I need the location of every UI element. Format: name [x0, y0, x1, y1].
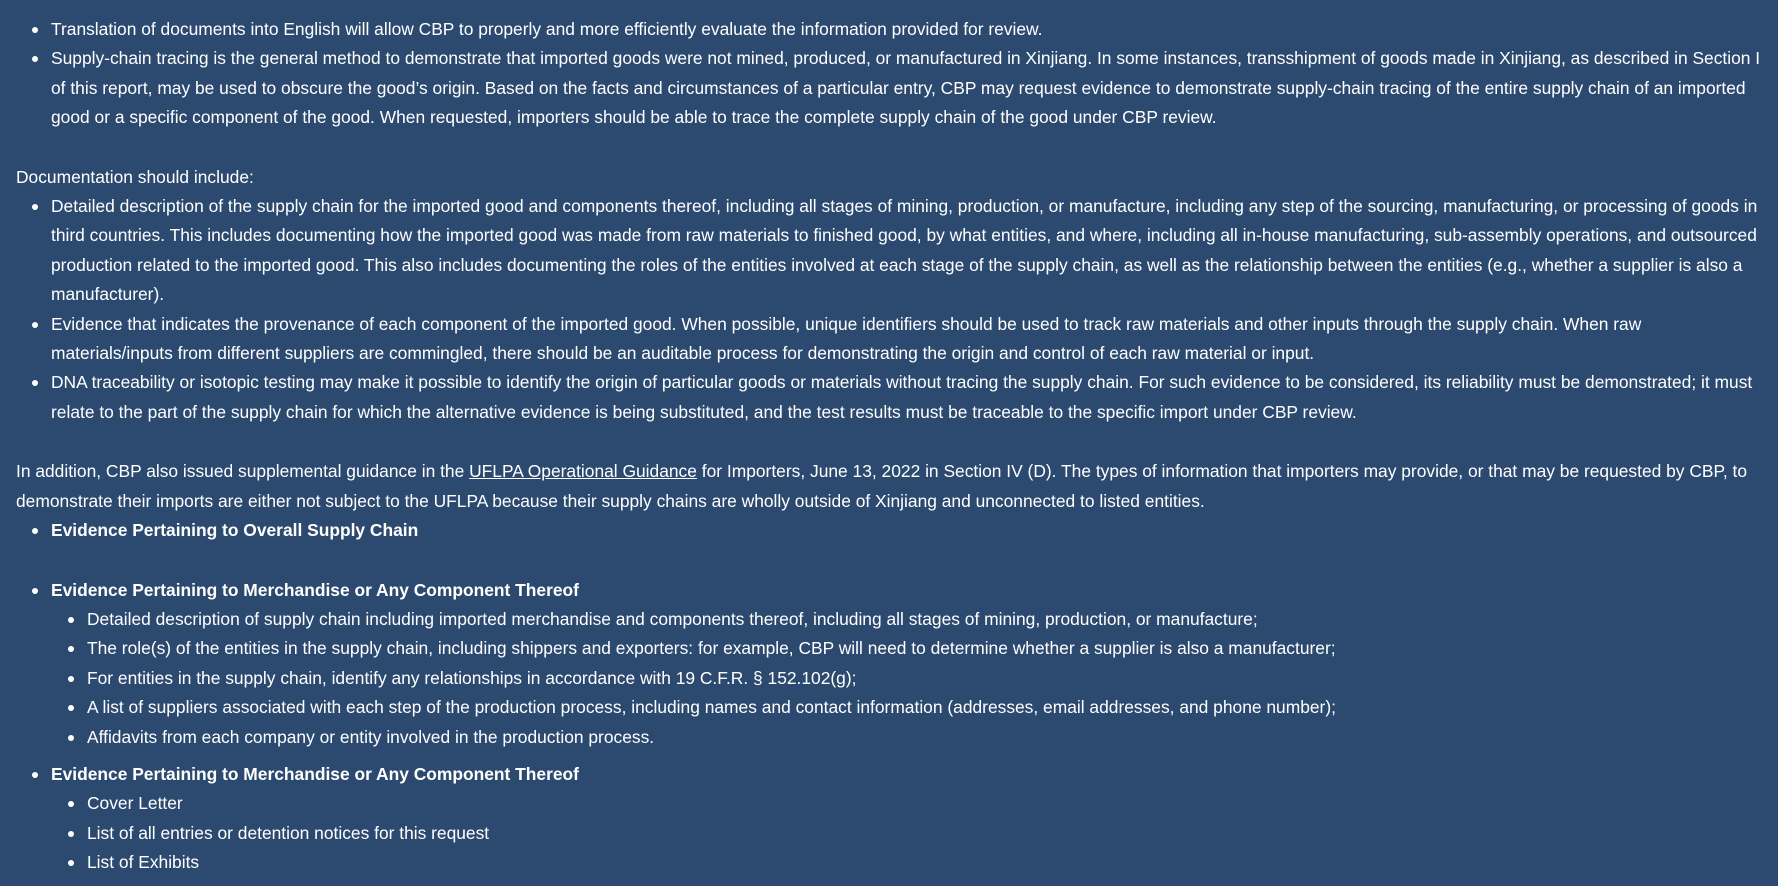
evidence-heading-text: Evidence Pertaining to Overall Supply Chain — [51, 520, 419, 541]
spacer — [16, 133, 1764, 163]
list-item: Cover Letter — [87, 789, 1764, 818]
list-item: Detailed description of the supply chain for the imported good and components thereof, including all stages of mining, production, or manufacture, including any step of the sourcing, manufacturing, or processing of goods in third countries. This includes documenting how the imported good was made from raw materials to finished good, by what entities, and where, including all in-house manufacturing, sub-assembly operations, and outsourced production related to the imported good. This also includes documenting the roles of the entities involved at each stage of the supply chain, as well as the relationship between the entities (e.g., whether a supplier is also a manufacturer). — [51, 192, 1764, 310]
evidence-heading-text: Evidence Pertaining to Merchandise or Any Component Thereof — [51, 579, 579, 600]
evidence-section-merchandise — [51, 576, 1764, 752]
evidence-heading-overall — [51, 516, 1764, 545]
list-item: Translation of documents into English will allow CBP to properly and more efficiently evaluate the information provided for review. — [51, 15, 1764, 44]
evidence-section-list — [16, 760, 1764, 878]
evidence-section-list — [16, 576, 1764, 752]
uflpa-operational-guidance-link[interactable]: UFLPA Operational Guidance — [469, 461, 697, 482]
list-item: DNA traceability or isotopic testing may make it possible to identify the origin of particular goods or materials without tracing the supply chain. For such evidence to be considered, its reliability must be demonstrated; it must relate to the part of the supply chain for which the alternative evidence is being substituted, and the test results must be traceable to the specific import under CBP review. — [51, 368, 1764, 427]
top-bullet-list — [16, 15, 1764, 133]
addition-text-after: for Importers, June 13, 2022 in Section IV (D). The types of information that importers may provide, or that may be requested by CBP, to demonstrate their imports are either not subject to the UFLPA because their supply chains are wholly outside of Xinjiang and unconnected to listed entities. — [16, 461, 1748, 511]
spacer — [16, 752, 1764, 760]
spacer — [16, 546, 1764, 576]
addition-text-before: In addition, CBP also issued supplemental guidance in the — [16, 461, 470, 482]
list-item: The role(s) of the entities in the supply chain, including shippers and exporters: for example, CBP will need to determine whether a supplier is also a manufacturer; — [87, 634, 1764, 663]
documentation-bullet-list — [16, 192, 1764, 427]
documentation-intro: Documentation should include: — [16, 166, 254, 187]
list-item: Affidavits from each company or entity involved in the production process. — [87, 723, 1764, 752]
list-item: Detailed description of supply chain including imported merchandise and components thereof, including all stages of mining, production, or manufacture; — [87, 605, 1764, 634]
addition-paragraph — [16, 457, 1764, 516]
list-item: A list of suppliers associated with each step of the production process, including names and contact information (addresses, email addresses, and phone number); — [87, 693, 1764, 722]
list-item: List of all entries or detention notices for this request — [87, 819, 1764, 848]
list-item: Evidence that indicates the provenance of each component of the imported good. When possible, unique identifiers should be used to track raw materials and other inputs through the supply chain. When raw materials/inputs from different suppliers are commingled, there should be an auditable process for demonstrating the origin and control of each raw material or input. — [51, 310, 1764, 369]
spacer — [16, 427, 1764, 457]
evidence-sub-list — [51, 789, 1764, 877]
list-item: Supply-chain tracing is the general method to demonstrate that imported goods were not mined, produced, or manufactured in Xinjiang. In some instances, transshipment of goods made in Xinjiang, as described in Section I of this report, may be used to obscure the good’s origin. Based on the facts and circumstances of a particular entry, CBP may request evidence to demonstrate supply-chain tracing of the entire supply chain of an imported good or a specific component of the good. When requested, importers should be able to trace the complete supply chain of the good under CBP review. — [51, 44, 1764, 132]
list-item: List of Exhibits — [87, 848, 1764, 877]
evidence-section-list — [16, 516, 1764, 545]
list-item: For entities in the supply chain, identify any relationships in accordance with 19 C.F.R. § 152.102(g); — [87, 664, 1764, 693]
evidence-section-merchandise-documents — [51, 760, 1764, 878]
evidence-heading-text: Evidence Pertaining to Merchandise or Any Component Thereof — [51, 763, 579, 784]
evidence-sub-list — [51, 605, 1764, 752]
